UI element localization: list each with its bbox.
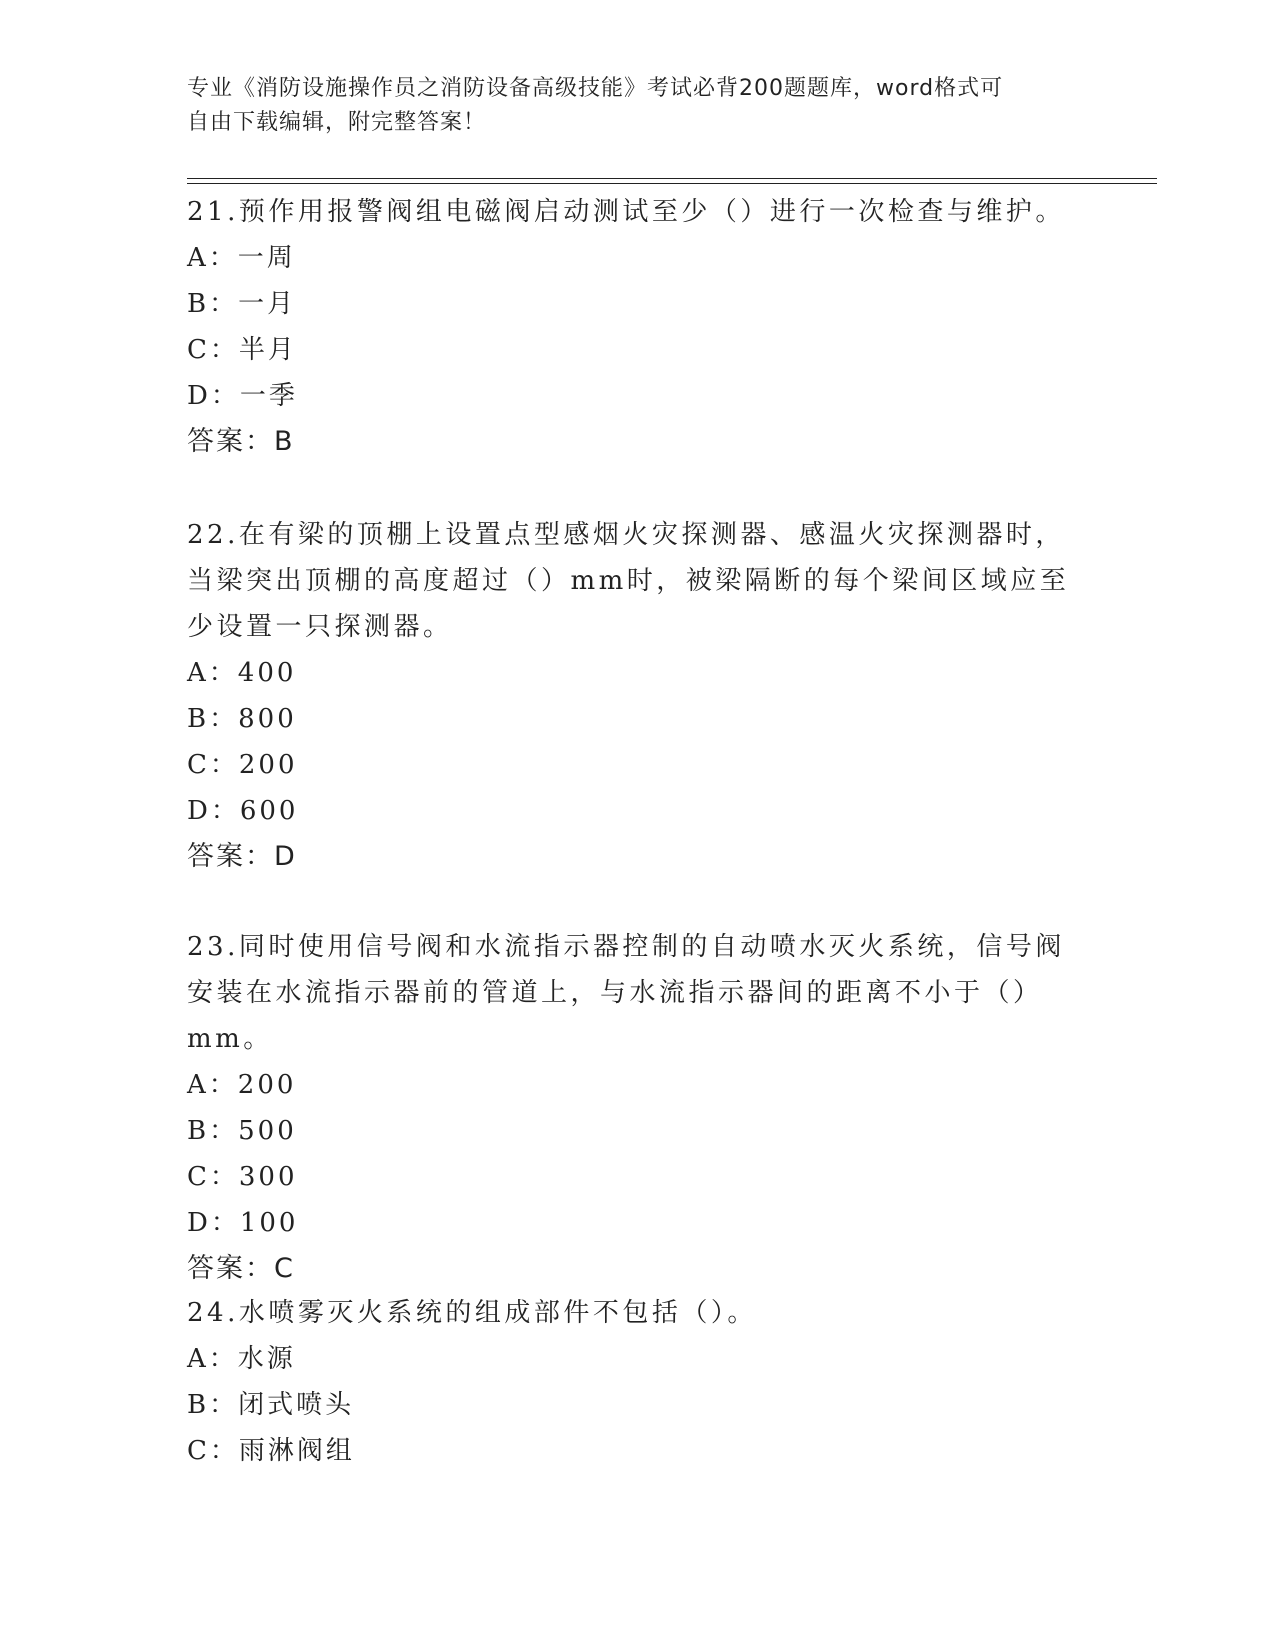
option-c: C：300	[187, 1162, 298, 1192]
option-b: B：一月	[187, 289, 297, 319]
option-a: A：200	[187, 1070, 297, 1100]
answer: 答案：C	[187, 1253, 295, 1284]
option-d: D：一季	[187, 381, 298, 411]
option-c: C：雨淋阀组	[187, 1436, 355, 1466]
option-b: B：闭式喷头	[187, 1390, 355, 1420]
document-header	[187, 72, 1087, 140]
answer: 答案：D	[187, 841, 297, 872]
header-line-1: 专业《消防设施操作员之消防设备高级技能》考试必背200题题库，word格式可	[187, 76, 1004, 101]
option-a: A：水源	[187, 1344, 296, 1374]
option-c: C：200	[187, 750, 298, 780]
option-b: B：500	[187, 1116, 297, 1146]
option-c: C：半月	[187, 335, 297, 365]
option-a: A：一周	[187, 243, 296, 273]
question-stem: 21.预作用报警阀组电磁阀启动测试至少（）进行一次检查与维护。	[187, 197, 1065, 227]
question-stem: 24.水喷雾灭火系统的组成部件不包括（）。	[187, 1298, 757, 1328]
question-24	[187, 1290, 1087, 1474]
option-d: D：600	[187, 796, 299, 826]
question-23	[187, 924, 1087, 1292]
question-stem: 22.在有梁的顶棚上设置点型感烟火灾探测器、感温火灾探测器时，当梁突出顶棚的高度超过（）mm时，被梁隔断的每个梁间区域应至少设置一只探测器。	[187, 520, 1070, 642]
question-21	[187, 189, 1087, 465]
header-line-2: 自由下载编辑，附完整答案！	[187, 110, 487, 135]
option-b: B：800	[187, 704, 297, 734]
question-22	[187, 512, 1087, 880]
option-a: A：400	[187, 658, 297, 688]
header-divider-bottom	[187, 183, 1157, 184]
option-d: D：100	[187, 1208, 299, 1238]
question-stem: 23.同时使用信号阀和水流指示器控制的自动喷水灭火系统，信号阀安装在水流指示器前的管道上，与水流指示器间的距离不小于（）mm。	[187, 932, 1065, 1054]
header-divider-top	[187, 178, 1157, 179]
answer: 答案：B	[187, 426, 295, 457]
